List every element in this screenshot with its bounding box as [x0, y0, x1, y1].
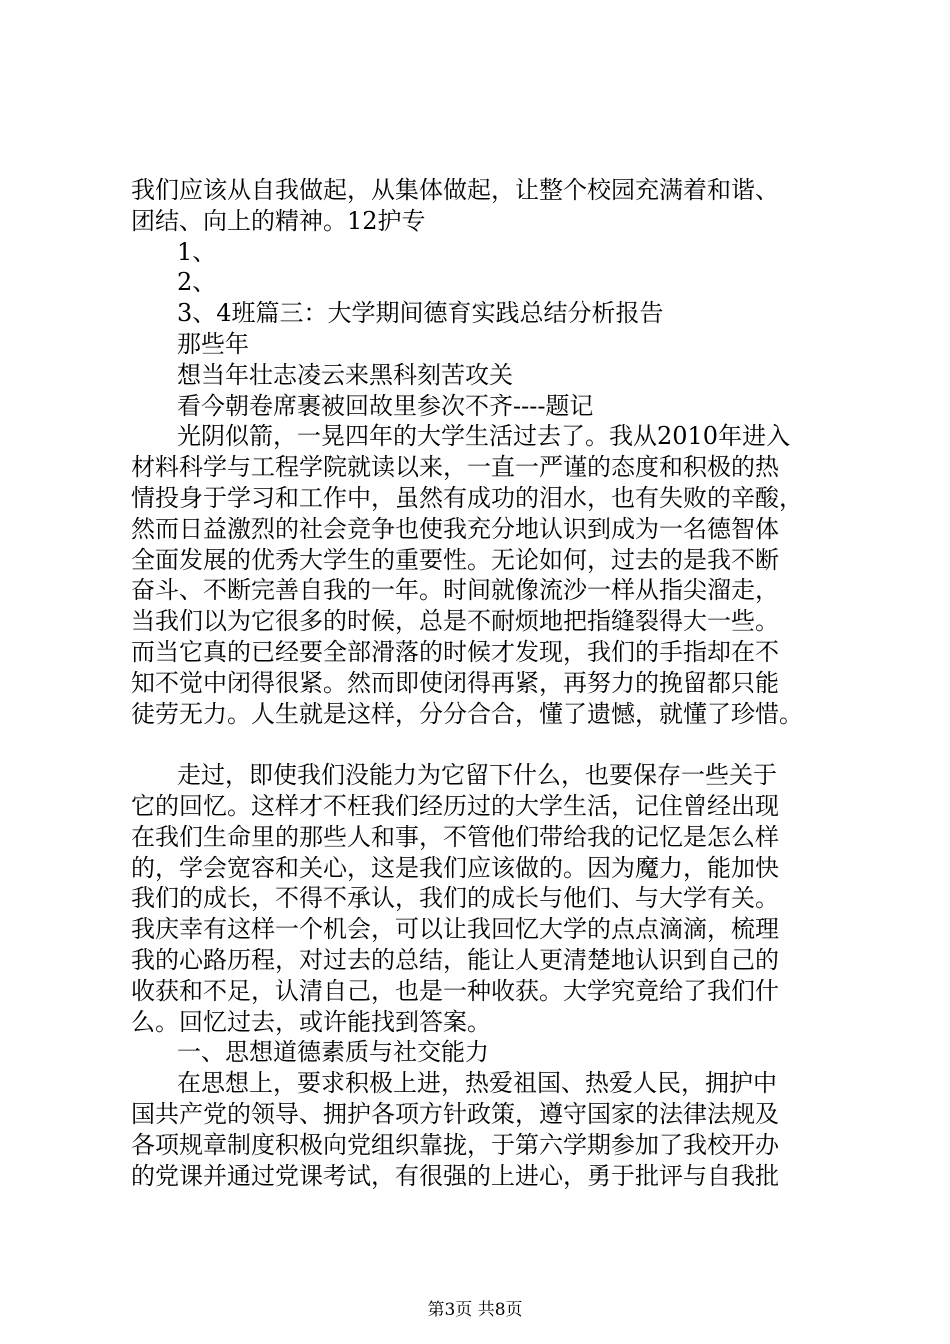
list-item: 2、 — [177, 268, 217, 297]
paragraph-line: 徒劳无力。人生就是这样，分分合合，懂了遗憾，就懂了珍惜。 — [131, 699, 803, 728]
paragraph-line: 国共产党的领导、拥护各项方针政策，遵守国家的法律法规及 — [131, 1099, 779, 1128]
paragraph-line: 情投身于学习和工作中，虽然有成功的泪水，也有失败的辛酸， — [131, 483, 803, 512]
page-number-footer: 第3页 共8页 — [427, 1300, 523, 1320]
paragraph-line: 而当它真的已经要全部滑落的时候才发现，我们的手指却在不 — [131, 637, 779, 666]
poem-line: 看今朝卷席裹被回故里参次不齐----题记 — [177, 391, 594, 420]
paragraph-line: 它的回忆。这样才不枉我们经历过的大学生活，记住曾经出现 — [131, 791, 779, 820]
paragraph-spacer — [131, 729, 831, 760]
paragraph-line: 么。回忆过去，或许能找到答案。 — [131, 1007, 491, 1036]
poem-title: 那些年 — [177, 329, 249, 358]
paragraph-line: 各项规章制度积极向党组织靠拢，于第六学期参加了我校开办 — [131, 1130, 779, 1159]
paragraph-line: 当我们以为它很多的时候，总是不耐烦地把指缝裂得大一些。 — [131, 607, 779, 636]
paragraph-line: 收获和不足，认清自己，也是一种收获。大学究竟给了我们什 — [131, 976, 779, 1005]
paragraph-line: 全面发展的优秀大学生的重要性。无论如何，过去的是我不断 — [131, 545, 779, 574]
document-body — [131, 175, 831, 1191]
paragraph-line: 团结、向上的精神。12护专 — [131, 206, 426, 235]
paragraph-line: 光阴似箭，一晃四年的大学生活过去了。我从2010年进入 — [177, 422, 791, 451]
section-heading: 一、思想道德素质与社交能力 — [177, 1038, 489, 1067]
paragraph-line: 我的心路历程，对过去的总结，能让人更清楚地认识到自己的 — [131, 945, 779, 974]
paragraph-line: 我们的成长，不得不承认，我们的成长与他们、与大学有关。 — [131, 884, 779, 913]
paragraph-line: 然而日益激烈的社会竞争也使我充分地认识到成为一名德智体 — [131, 514, 779, 543]
paragraph-line: 知不觉中闭得很紧。然而即使闭得再紧，再努力的挽留都只能 — [131, 668, 779, 697]
list-item: 1、 — [177, 237, 217, 266]
paragraph-line: 我们应该从自我做起，从集体做起，让整个校园充满着和谐、 — [131, 176, 779, 204]
paragraph-line: 走过，即使我们没能力为它留下什么，也要保存一些关于 — [177, 761, 777, 790]
section-heading: 3、4班篇三：大学期间德育实践总结分析报告 — [177, 299, 664, 328]
poem-line: 想当年壮志凌云来黑科刻苦攻关 — [177, 360, 513, 389]
paragraph-line: 的，学会宽容和关心，这是我们应该做的。因为魔力，能加快 — [131, 853, 779, 882]
paragraph-line: 奋斗、不断完善自我的一年。时间就像流沙一样从指尖溜走， — [131, 576, 779, 605]
paragraph-line: 材料科学与工程学院就读以来，一直一严谨的态度和积极的热 — [131, 453, 779, 482]
paragraph-line: 在我们生命里的那些人和事，不管他们带给我的记忆是怎么样 — [131, 822, 779, 851]
paragraph-line: 的党课并通过党课考试，有很强的上进心，勇于批评与自我批 — [131, 1161, 779, 1190]
paragraph-line: 我庆幸有这样一个机会，可以让我回忆大学的点点滴滴，梳理 — [131, 915, 779, 944]
paragraph-line: 在思想上，要求积极上进，热爱祖国、热爱人民，拥护中 — [177, 1069, 777, 1098]
